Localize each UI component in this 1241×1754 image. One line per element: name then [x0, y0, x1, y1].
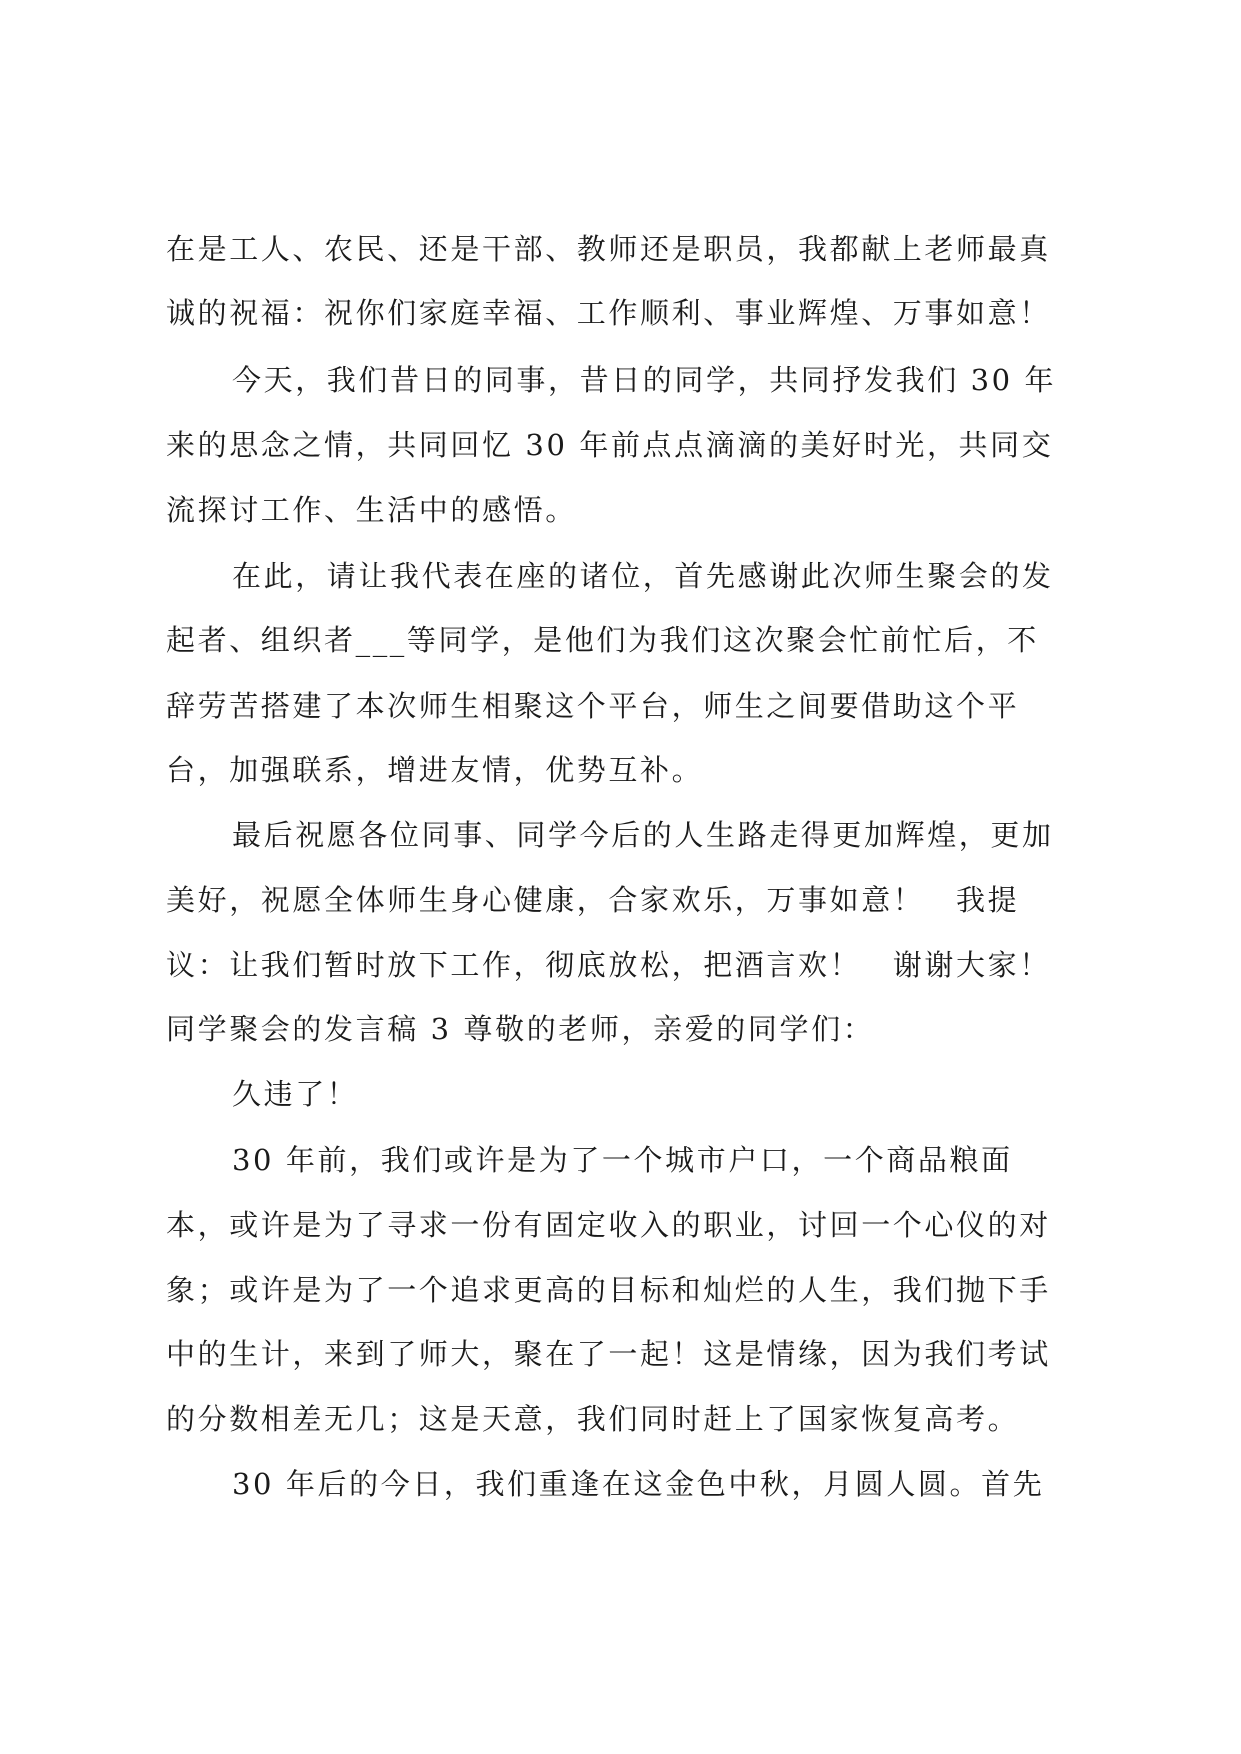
- text-line: 30 年后的今日，我们重逢在这金色中秋，月圆人圆。首先: [232, 1467, 1045, 1501]
- text-line: 最后祝愿各位同事、同学今后的人生路走得更加辉煌，更加: [232, 818, 1054, 852]
- text-line: 同学聚会的发言稿 3 尊敬的老师，亲爱的同学们：: [166, 1012, 875, 1046]
- text-line: 在此，请让我代表在座的诸位，首先感谢此次师生聚会的发: [232, 559, 1054, 593]
- text-line: 今天，我们昔日的同事，昔日的同学，共同抒发我们 30 年: [232, 363, 1057, 397]
- text-line: 久违了！: [232, 1077, 359, 1111]
- text-line: 美好，祝愿全体师生身心健康，合家欢乐，万事如意！ 我提: [166, 883, 1020, 917]
- text-line: 起者、组织者___等同学，是他们为我们这次聚会忙前忙后，不: [166, 623, 1039, 657]
- text-line: 本，或许是为了寻求一份有固定收入的职业，讨回一个心仪的对: [166, 1208, 1051, 1242]
- text-line: 辞劳苦搭建了本次师生相聚这个平台，师生之间要借助这个平: [166, 689, 1020, 723]
- text-line: 流探讨工作、生活中的感悟。: [166, 493, 577, 527]
- text-line: 台，加强联系，增进友情，优势互补。: [166, 753, 704, 787]
- text-line: 象；或许是为了一个追求更高的目标和灿烂的人生，我们抛下手: [166, 1273, 1051, 1307]
- text-line: 诚的祝福：祝你们家庭幸福、工作顺利、事业辉煌、万事如意！: [166, 296, 1051, 330]
- text-line: 在是工人、农民、还是干部、教师还是职员，我都献上老师最真: [166, 232, 1051, 266]
- text-line: 中的生计，来到了师大，聚在了一起！这是情缘，因为我们考试: [166, 1337, 1051, 1371]
- text-line: 的分数相差无几；这是天意，我们同时赶上了国家恢复高考。: [166, 1402, 1020, 1436]
- text-line: 来的思念之情，共同回忆 30 年前点点滴滴的美好时光，共同交: [166, 428, 1054, 462]
- text-line: 30 年前，我们或许是为了一个城市户口，一个商品粮面: [232, 1143, 1013, 1177]
- text-line: 议：让我们暂时放下工作，彻底放松，把酒言欢！ 谢谢大家！: [166, 948, 1051, 982]
